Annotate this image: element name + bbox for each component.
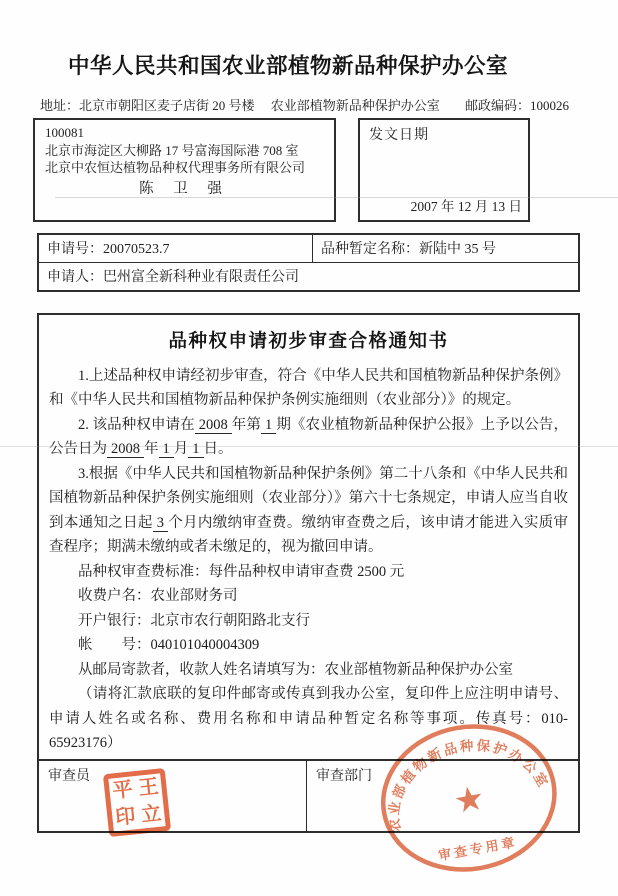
dispatch-date-label: 发文日期 [369, 128, 429, 143]
seal-char: 平 [111, 778, 134, 803]
table-row [39, 262, 578, 290]
account-number-line: 帐 号：040101040004309 [78, 637, 260, 653]
fee-standard-line: 品种权审查费标准：每件品种权申请审查费 2500 元 [78, 563, 405, 580]
p3-underlined-months: 3 [153, 515, 168, 532]
recipient-address-box [33, 118, 336, 222]
star-icon: ★ [451, 779, 488, 822]
examiner-name-seal [103, 768, 171, 837]
notice-paragraph-1: 1.上述品种权申请经初步审查，符合《中华人民共和国植物新品种保护条例》和《中华人民共和国植物新品种保护条例实施细则（农业部分）》的规定。 [49, 367, 568, 408]
remark-paragraph: （请将汇款底联的复印件邮寄或传真到我办公室，复印件上应注明申请号、申请人姓名或名称、费用名称和申请品种暂定名称等事项。传真号：010-65923176） [49, 686, 568, 751]
p2-text: 年第 [231, 416, 261, 433]
office-address-line [40, 95, 569, 114]
issuing-office-title: 中华人民共和国农业部植物新品种保护办公室 [68, 54, 509, 78]
recipient-name: 陈 卫 强 [139, 180, 230, 197]
recipient-company: 北京中农恒达植物品种权代理事务所有限公司 [45, 160, 306, 175]
office-name: 农业部植物新品种保护办公室 [270, 98, 440, 113]
p2-underlined-day: 1 [188, 441, 203, 458]
examiner-cell [39, 761, 307, 831]
review-department-label: 审查部门 [316, 769, 372, 784]
stamp-arc-text: 农业部植物新品种保护办公室 [386, 737, 552, 834]
notice-paragraph-3 [49, 462, 568, 560]
p2-text: 月 [173, 441, 189, 457]
scan-artifact-line [55, 197, 618, 198]
p2-text: 日。 [203, 441, 233, 457]
scan-artifact-line [0, 446, 618, 447]
p2-underlined-year: 2008 [195, 417, 232, 434]
application-info-table [37, 233, 580, 292]
table-row [39, 235, 578, 262]
seal-char: 立 [140, 802, 163, 827]
seal-char: 王 [137, 775, 160, 800]
p3-text: 个月内缴纳审查费。缴纳审查费之后，该申请才能进入实质审查程序；期满未缴纳或者未缴足的，视为撤回申请。 [49, 514, 569, 555]
dispatch-date-value: 2007 年 12 月 13 日 [410, 199, 522, 214]
seal-char: 印 [114, 805, 137, 830]
p2-text: 2. 该品种权申请在 [78, 416, 195, 433]
p3-text: 3.根据《中华人民共和国植物新品种保护条例》第二十八条和《中华人民共和国植物新品种保护条例实施细则（农业部分）》第六十七条规定，申请人应当自收到本通知之日起 [49, 465, 568, 531]
notice-title: 品种权申请初步审查合格通知书 [168, 332, 449, 352]
p2-text: 期《农业植物新品种保护公报》上予以公告，公告日为 [49, 416, 569, 457]
notice-paragraph-2 [49, 413, 568, 462]
p2-underlined-issue: 1 [261, 417, 276, 434]
stamp-bottom-text: 审查专用章 [437, 834, 519, 864]
office-postcode: 邮政编码：100026 [465, 98, 570, 113]
notice-body [39, 315, 578, 759]
p2-underlined-year2: 2008 [107, 441, 144, 458]
p2-text: 年 [144, 441, 159, 457]
applicant-cell: 申请人：巴州富全新科种业有限责任公司 [47, 270, 299, 285]
recipient-address: 北京市海淀区大柳路 17 号富海国际港 708 室 [45, 142, 299, 158]
recipient-postcode: 100081 [45, 125, 84, 140]
postal-remittance-line: 从邮局寄款者，收款人姓名请填写为：农业部植物新品种保护办公室 [78, 661, 513, 678]
bank-line: 开户银行：北京市农行朝阳路北支行 [78, 612, 310, 629]
p2-underlined-month: 1 [159, 441, 174, 458]
variety-name-cell: 品种暂定名称：新陆中 35 号 [321, 242, 496, 257]
office-address: 地址：北京市朝阳区麦子店街 20 号楼 [40, 98, 255, 113]
examiner-label: 审查员 [48, 769, 90, 784]
office-round-stamp [364, 705, 575, 893]
application-number-cell: 申请号：20070523.7 [39, 235, 313, 262]
payee-name-line: 收费户名：农业部财务司 [78, 588, 238, 604]
dispatch-date-box [358, 118, 530, 222]
